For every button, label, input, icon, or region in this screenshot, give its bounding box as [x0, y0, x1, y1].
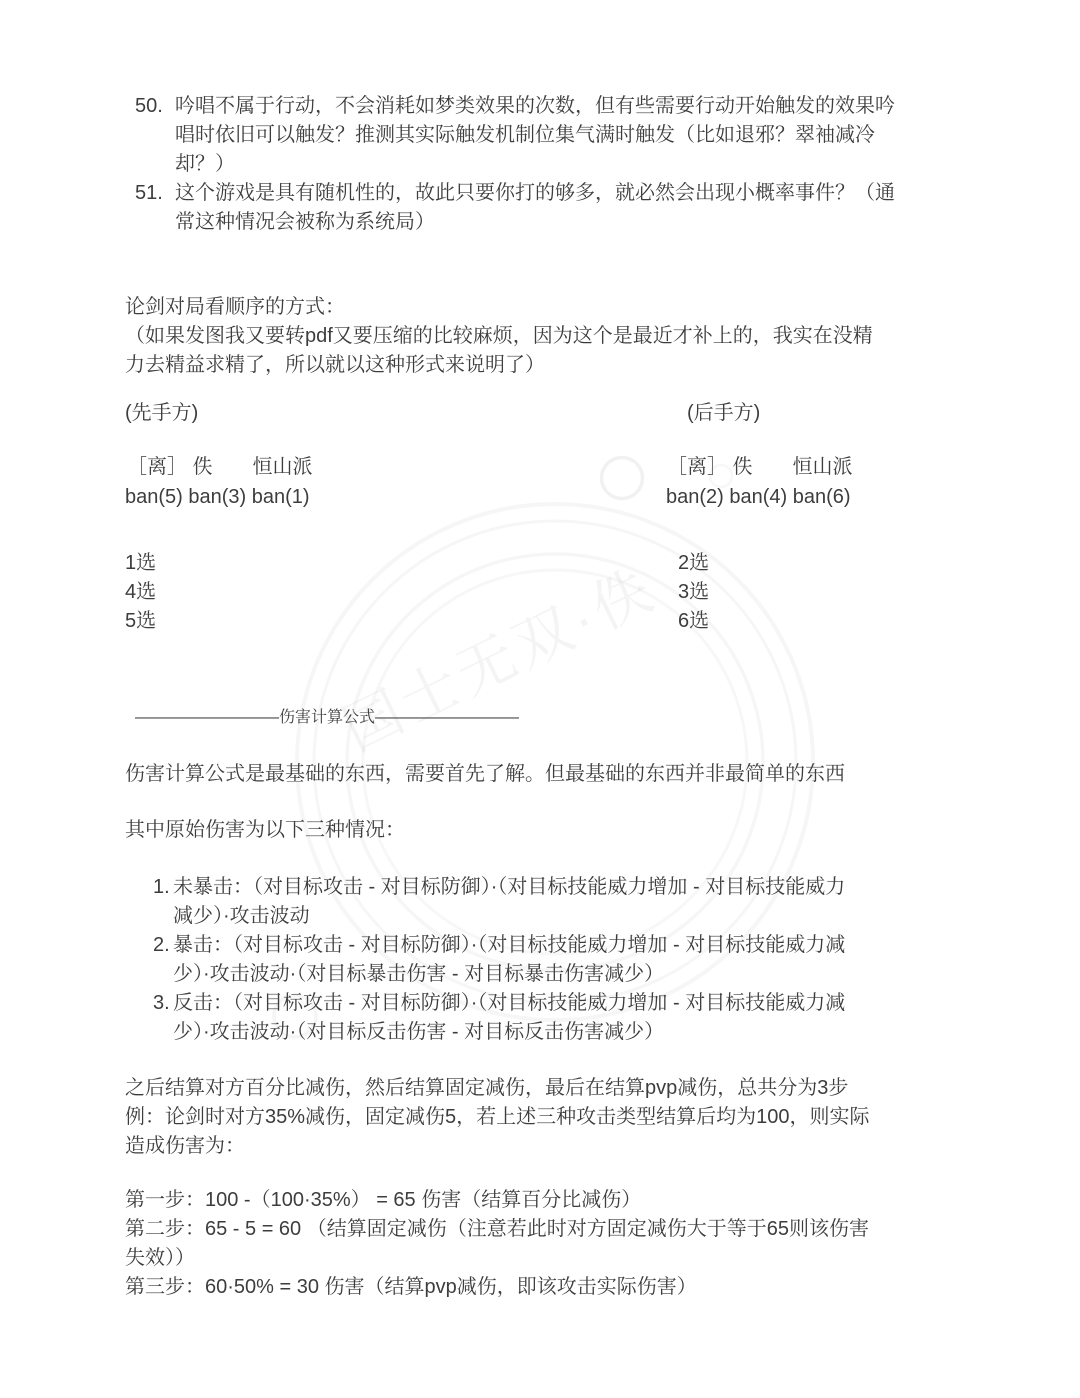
reduction-line-1: 之后结算对方百分比减伤，然后结算固定减伤，最后在结算pvp减伤，总共分为3步: [125, 1077, 849, 1099]
reduction-line-3: 造成伤害为：: [125, 1135, 245, 1157]
damage-case-2-line-1: [153, 931, 845, 960]
faq-item-50-line-3: 却？）: [175, 153, 235, 175]
damage-case-3-line-2: 少）·攻击波动·（对目标反击伤害 - 对目标反击伤害减少）: [173, 1021, 665, 1043]
damage-case-3-text: 反击：（对目标攻击 - 对目标防御）·（对目标技能威力增加 - 对目标技能威力减: [173, 992, 846, 1014]
section-divider: [135, 703, 519, 732]
damage-case-2-number: 2.: [153, 934, 170, 956]
calc-step-3: 第三步：60·50% = 30 伤害（结算pvp减伤，即该攻击实际伤害）: [125, 1276, 697, 1298]
divider-title: 伤害计算公式: [279, 709, 376, 726]
faq-item-50-number: 50.: [135, 95, 163, 117]
divider-right-dashes: —————————: [375, 709, 520, 726]
second-player-label: (后手方): [687, 402, 761, 424]
damage-case-1-number: 1.: [153, 876, 170, 898]
faq-item-50-line-2: 唱时依旧可以触发？推测其实际触发机制位集气满时触发（比如退邪？翠袖减冷: [175, 124, 875, 146]
damage-case-3-line-1: [153, 989, 845, 1018]
faq-item-50-text: 吟唱不属于行动，不会消耗如梦类效果的次数，但有些需要行动开始触发的效果吟: [175, 95, 895, 117]
divider-left-dashes: —————————: [135, 709, 279, 726]
second-player-pick-3: 6选: [678, 610, 710, 632]
damage-cases-list: [153, 873, 845, 1047]
first-player-faction: ［离］ 佚 恒山派: [127, 456, 313, 478]
first-player-label: (先手方): [125, 402, 199, 424]
duel-order-intro: [125, 293, 873, 380]
first-player-pick-1: 1选: [125, 552, 157, 574]
second-player-pick-2: 3选: [678, 581, 710, 603]
second-player-bans: ban(2) ban(4) ban(6): [666, 486, 851, 508]
damage-case-3-number: 3.: [153, 992, 170, 1014]
first-player-pick-2: 4选: [125, 581, 157, 603]
duel-order-intro-line-1: 论剑对局看顺序的方式：: [125, 296, 345, 318]
first-player-bans: ban(5) ban(3) ban(1): [125, 486, 310, 508]
reduction-line-2: 例：论剑时对方35%减伤，固定减伤5，若上述三种攻击类型结算后均为100，则实际: [125, 1106, 870, 1128]
first-player-pick-3: 5选: [125, 610, 157, 632]
calc-step-2-line-1: 第二步：65 - 5 = 60 （结算固定减伤（注意若此时对方固定减伤大于等于65则该伤害: [125, 1218, 869, 1240]
formula-intro-2: 其中原始伤害为以下三种情况：: [125, 819, 405, 841]
duel-order-intro-line-2: （如果发图我又要转pdf又要压缩的比较麻烦，因为这个是最近才补上的，我实在没精: [125, 325, 873, 347]
faq-item-50-line-1: [135, 92, 895, 121]
calc-step-2-line-2: 失效））: [125, 1247, 195, 1269]
watermark-small-circle: [602, 458, 643, 499]
damage-case-1-line-2: 减少）·攻击波动: [173, 905, 310, 927]
second-player-pick-1: 2选: [678, 552, 710, 574]
faq-item-51-line-2: 常这种情况会被称为系统局）: [175, 211, 435, 233]
faq-list: [135, 92, 895, 237]
damage-case-1-text: 未暴击：（对目标攻击 - 对目标防御）·（对目标技能威力增加 - 对目标技能威力: [173, 876, 846, 898]
faq-item-51-text: 这个游戏是具有随机性的，故此只要你打的够多，就必然会出现小概率事件？（通: [175, 182, 895, 204]
second-player-faction: ［离］ 佚 恒山派: [667, 456, 853, 478]
damage-case-2-line-2: 少）·攻击波动·（对目标暴击伤害 - 对目标暴击伤害减少）: [173, 963, 665, 985]
damage-case-2-text: 暴击：（对目标攻击 - 对目标防御）·（对目标技能威力增加 - 对目标技能威力减: [173, 934, 846, 956]
damage-case-1-line-1: [153, 873, 845, 902]
faq-item-51-number: 51.: [135, 182, 163, 204]
faq-item-51-line-1: [135, 179, 895, 208]
calc-step-1: 第一步：100 -（100·35%） = 65 伤害（结算百分比减伤）: [125, 1189, 642, 1211]
duel-order-intro-line-3: 力去精益求精了，所以就以这种形式来说明了）: [125, 354, 545, 376]
calc-steps: [125, 1186, 869, 1302]
formula-intro-1: 伤害计算公式是最基础的东西，需要首先了解。但最基础的东西并非最简单的东西: [125, 763, 845, 785]
reduction-paragraph: [125, 1074, 870, 1161]
